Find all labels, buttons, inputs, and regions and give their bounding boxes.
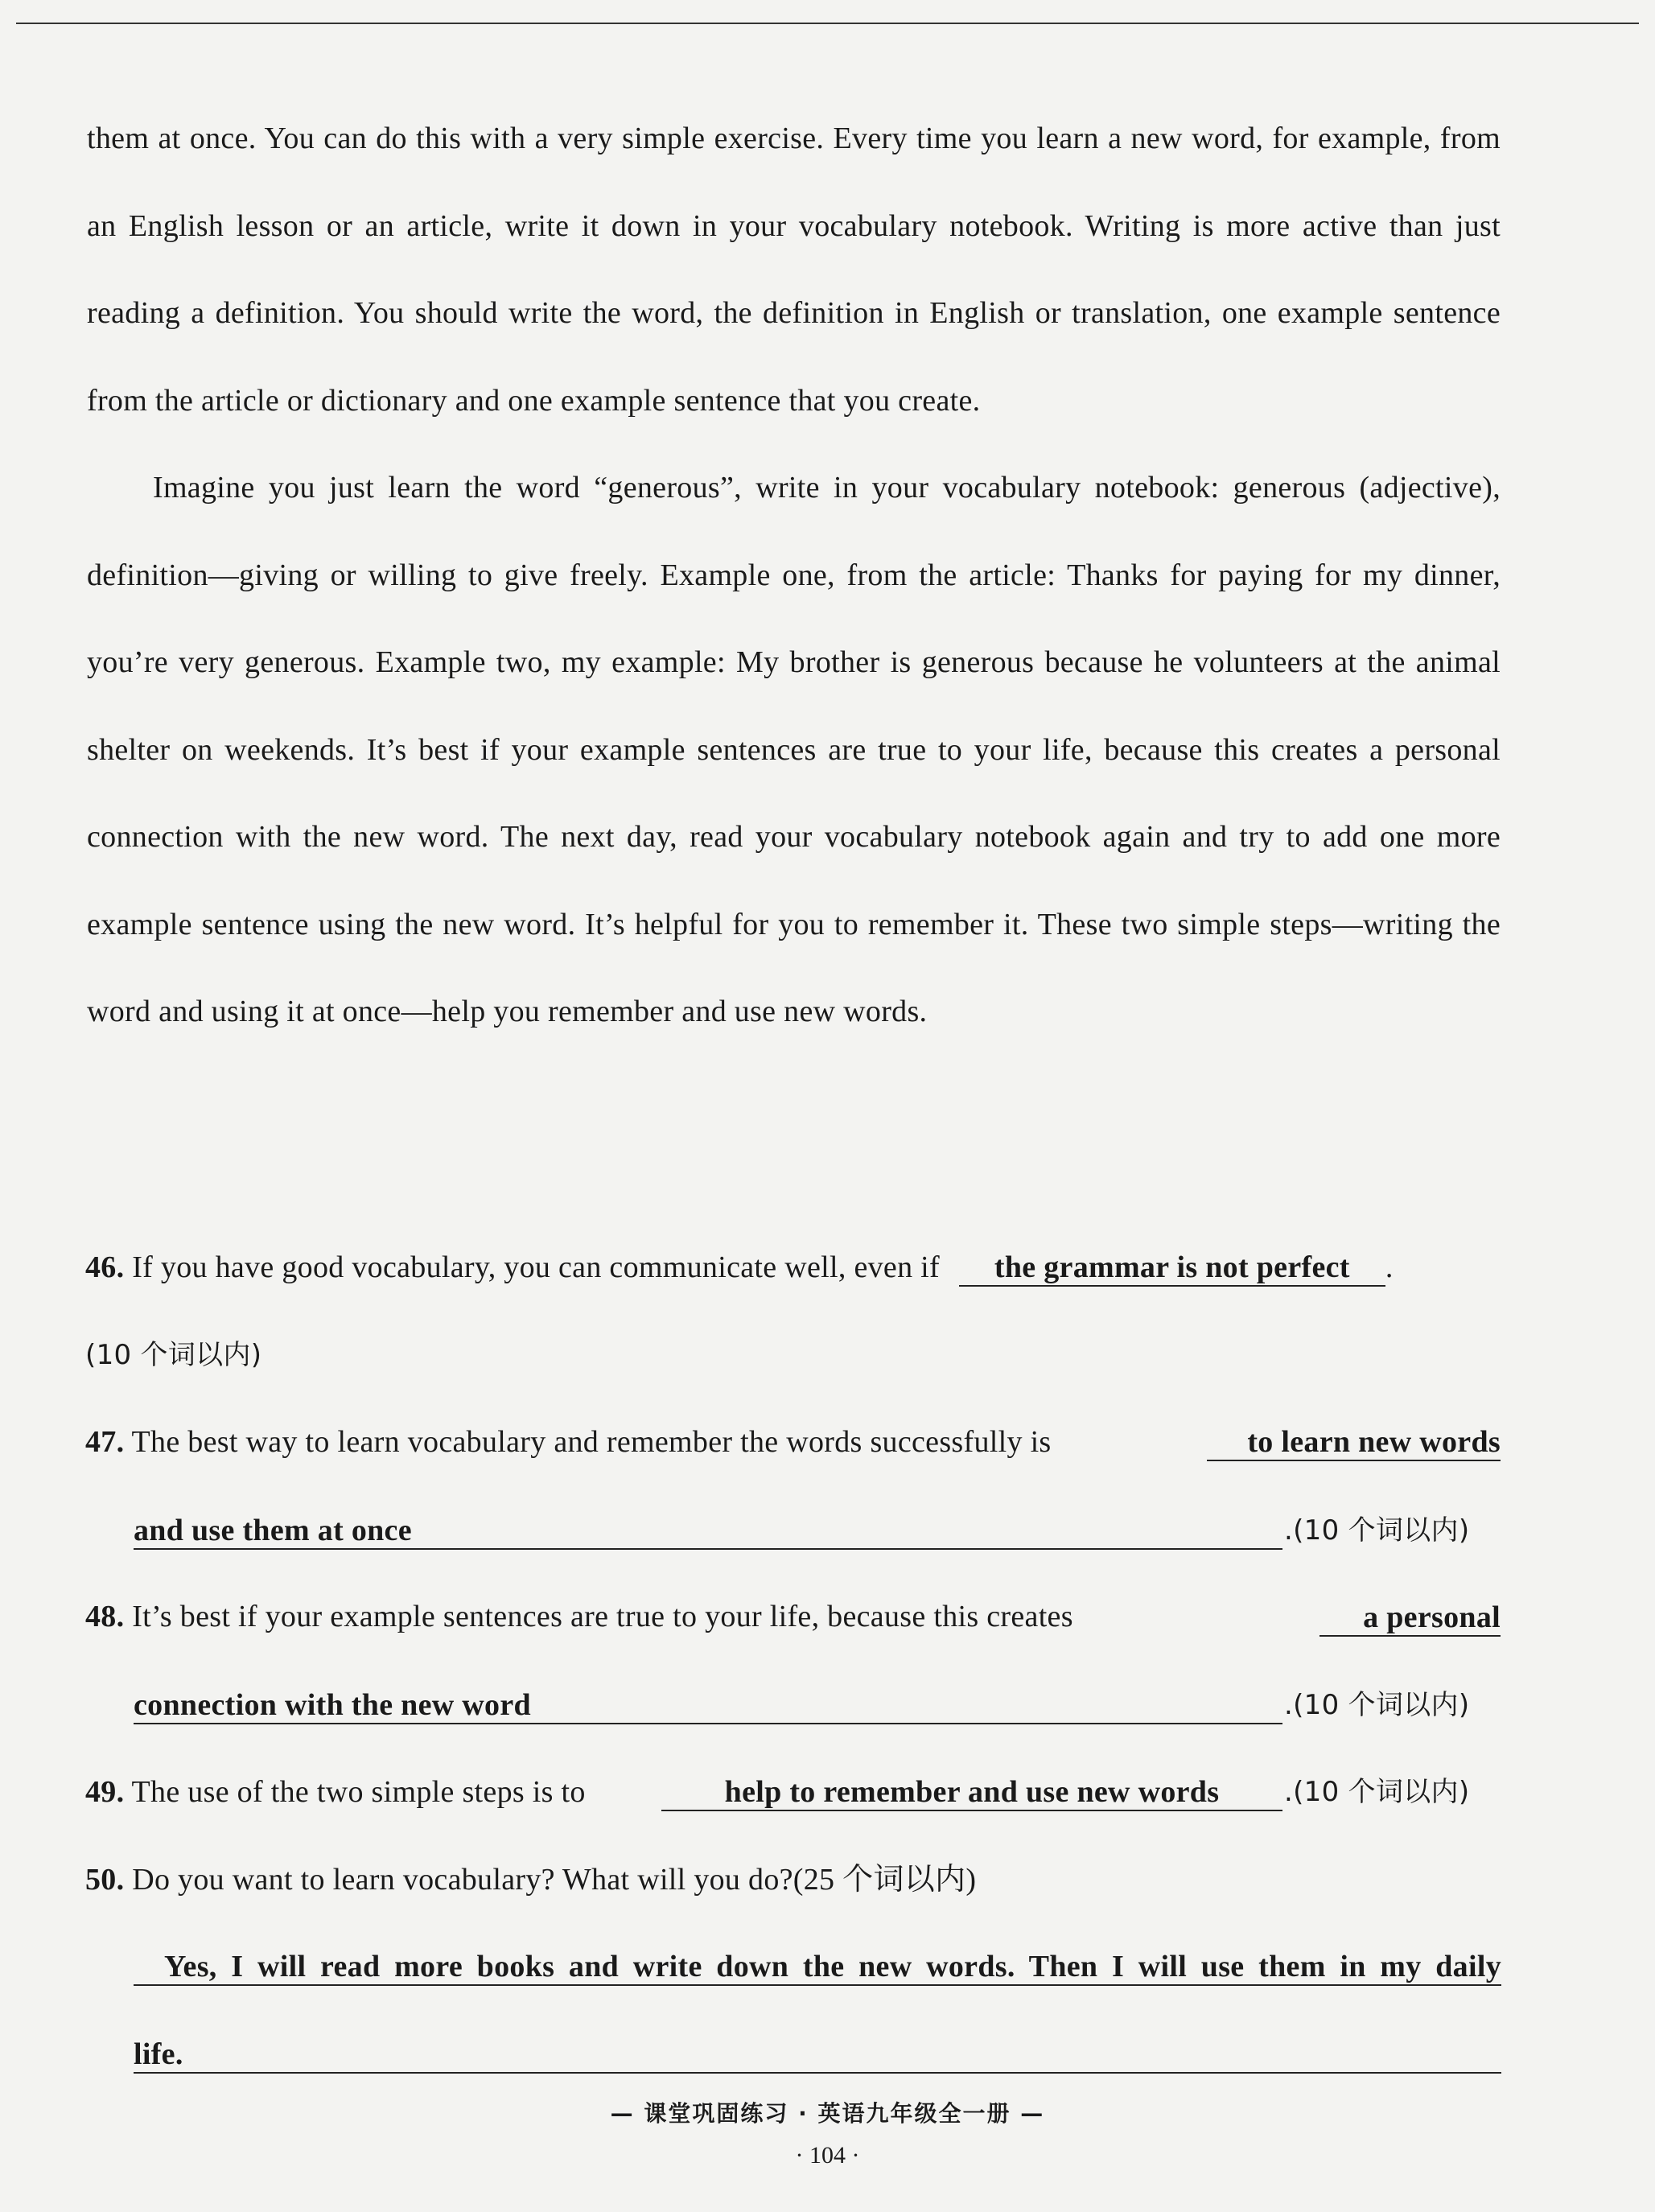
answer-blank-line-2[interactable]: and use them at once — [134, 1513, 1282, 1550]
top-rule — [16, 23, 1639, 24]
question-text: It’s best if your example sentences are true to your life, because this creates — [132, 1600, 1073, 1633]
question-50 — [85, 1836, 1501, 1924]
answer-blank[interactable]: the grammar is not perfect — [959, 1250, 1385, 1287]
reading-passage — [87, 95, 1501, 1056]
page-number: · 104 · — [795, 2142, 860, 2169]
question-text: The use of the two simple steps is to — [131, 1775, 586, 1809]
question-number: 48. — [85, 1600, 125, 1633]
answer-blank-line-1[interactable]: a personal — [1319, 1600, 1501, 1637]
question-49-limit: .(10 个词以内) — [1284, 1776, 1470, 1808]
footer-book-title: — 课堂巩固练习 · 英语九年级全一册 — — [610, 2100, 1045, 2127]
question-46 — [85, 1224, 1501, 1312]
question-number: 46. — [85, 1250, 125, 1284]
question-46-limit: (10 个词以内) — [85, 1339, 262, 1371]
question-number: 50. — [85, 1863, 125, 1897]
answer-blank-line-2[interactable]: life. — [134, 2037, 1501, 2074]
question-text: If you have good vocabulary, you can communicate well, even if — [132, 1250, 940, 1284]
question-text: The best way to learn vocabulary and remember the words successfully is — [131, 1425, 1052, 1459]
question-number: 49. — [85, 1775, 125, 1809]
question-end: . — [1385, 1250, 1394, 1284]
answer-blank-line-1[interactable]: Yes, I will read more books and write down the new words. Then I will use them in my daily — [134, 1949, 1501, 1986]
answer-blank-line-1[interactable]: to learn new words — [1207, 1424, 1501, 1461]
question-48-limit: .(10 个词以内) — [1284, 1689, 1470, 1721]
question-48 — [85, 1573, 1501, 1661]
passage-paragraph-2: Imagine you just learn the word “generous”, write in your vocabulary notebook: generous (adjective), definition—giving or willing to give freely. Example one, from the article: Thanks for paying for my dinner, you’re very generous. Example two, my example: My brother is generous because he volunteers at the animal shelter on weekends. It’s best if your example sentences are true to your life, because this creates a personal connection with the new word. The next day, read your vocabulary notebook again and try to add one more example sentence using the new word. It’s helpful for you to remember it. These two simple steps—writing the word and using it at once—help you remember and use new words. — [87, 471, 1501, 1028]
answer-blank[interactable]: help to remember and use new words — [661, 1774, 1282, 1811]
question-text: Do you want to learn vocabulary? What will you do?(25 个词以内) — [132, 1863, 977, 1897]
answer-blank-line-2[interactable]: connection with the new word — [134, 1687, 1282, 1724]
passage-paragraph-1: them at once. You can do this with a very simple exercise. Every time you learn a new word, for example, from an English lesson or an article, write it down in your vocabulary notebook. Writing is more active than just reading a definition. You should write the word, the definition in English or translation, one example sentence from the article or dictionary and one example sentence that you create. — [87, 122, 1501, 418]
question-47-limit: .(10 个词以内) — [1284, 1514, 1470, 1547]
question-number: 47. — [85, 1425, 125, 1459]
